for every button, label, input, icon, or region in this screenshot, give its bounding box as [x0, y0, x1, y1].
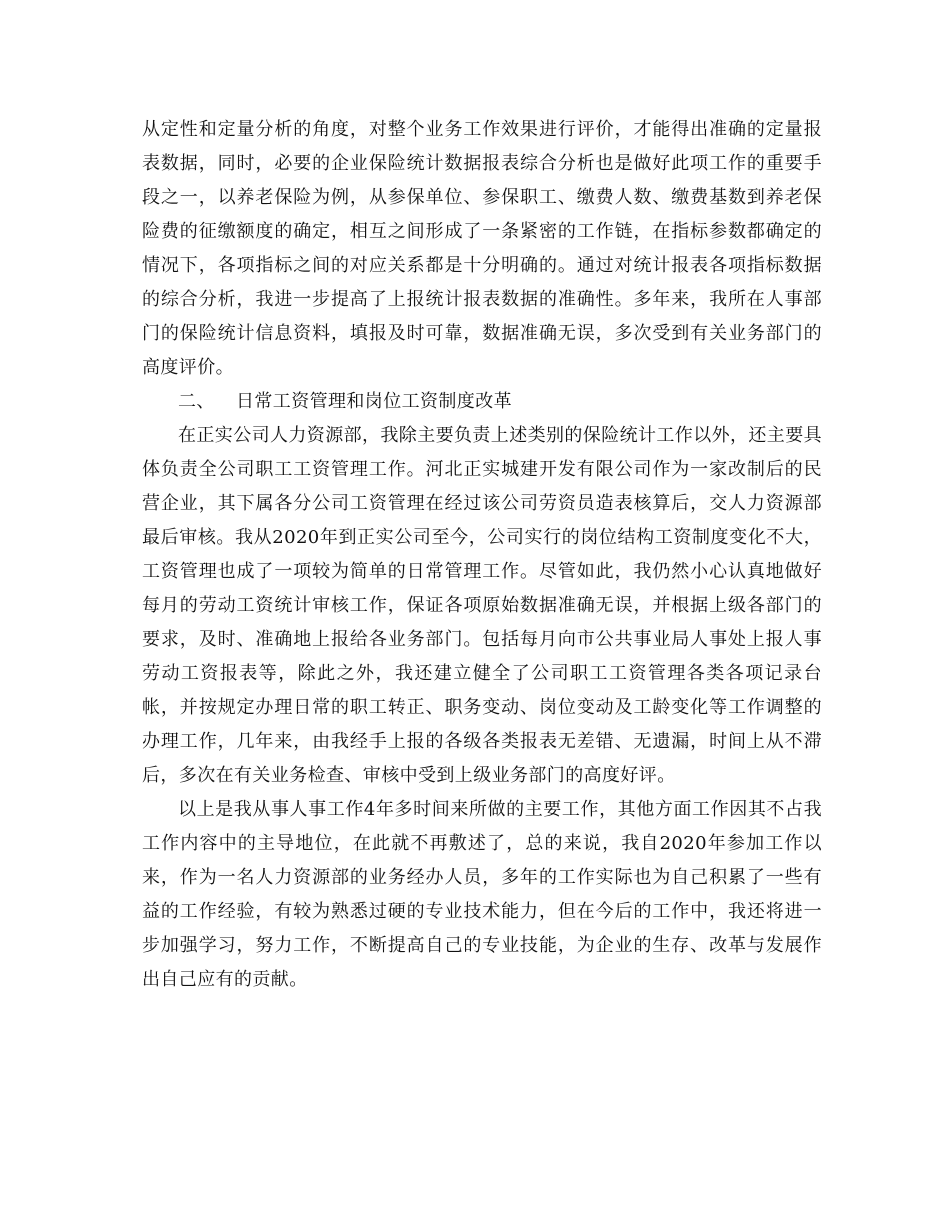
paragraph-summary: 以上是我从事人事工作4年多时间来所做的主要工作，其他方面工作因其不占我工作内容中的主导地位，在此就不再敷述了，总的来说，我自2020年参加工作以来，作为一名人力资源部的业务经办人员，多年的工作实际也为自己积累了一些有益的工作经验，有较为熟悉过硬的专业技术能力，但在今后的工作中，我还将进一步加强学习，努力工作，不断提高自己的专业技能，为企业的生存、改革与发展作出自己应有的贡献。 [142, 799, 822, 990]
section-number: 二、 [178, 391, 215, 412]
section-title: 日常工资管理和岗位工资制度改革 [236, 391, 512, 412]
document-body [142, 113, 822, 997]
paragraph-salary-management: 在正实公司人力资源部，我除主要负责上述类别的保险统计工作以外，还主要具体负责全公司职工工资管理工作。河北正实城建开发有限公司作为一家改制后的民营企业，其下属各分公司工资管理在经过该公司劳资员造表核算后，交人力资源部最后审核。我从2020年到正实公司至今，公司实行的岗位结构工资制度变化不大，工资管理也成了一项较为简单的日常管理工作。尽管如此，我仍然小心认真地做好每月的劳动工资统计审核工作，保证各项原始数据准确无误，并根据上级各部门的要求，及时、准确地上报给各业务部门。包括每月向市公共事业局人事处上报人事劳动工资报表等，除此之外，我还建立健全了公司职工工资管理各类各项记录台帐，并按规定办理日常的职工转正、职务变动、岗位变动及工龄变化等工作调整的办理工作，几年来，由我经手上报的各级各类报表无差错、无遗漏，时间上从不滞后，多次在有关业务检查、审核中受到上级业务部门的高度好评。 [142, 425, 822, 786]
paragraph-continuation: 从定性和定量分析的角度，对整个业务工作效果进行评价，才能得出准确的定量报表数据，同时，必要的企业保险统计数据报表综合分析也是做好此项工作的重要手段之一，以养老保险为例，从参保单位、参保职工、缴费人数、缴费基数到养老保险费的征缴额度的确定，相互之间形成了一条紧密的工作链，在指标参数都确定的情况下，各项指标之间的对应关系都是十分明确的。通过对统计报表各项指标数据的综合分析，我进一步提高了上报统计报表数据的准确性。多年来，我所在人事部门的保险统计信息资料，填报及时可靠，数据准确无误，多次受到有关业务部门的高度评价。 [142, 119, 822, 378]
section-heading [142, 385, 822, 419]
